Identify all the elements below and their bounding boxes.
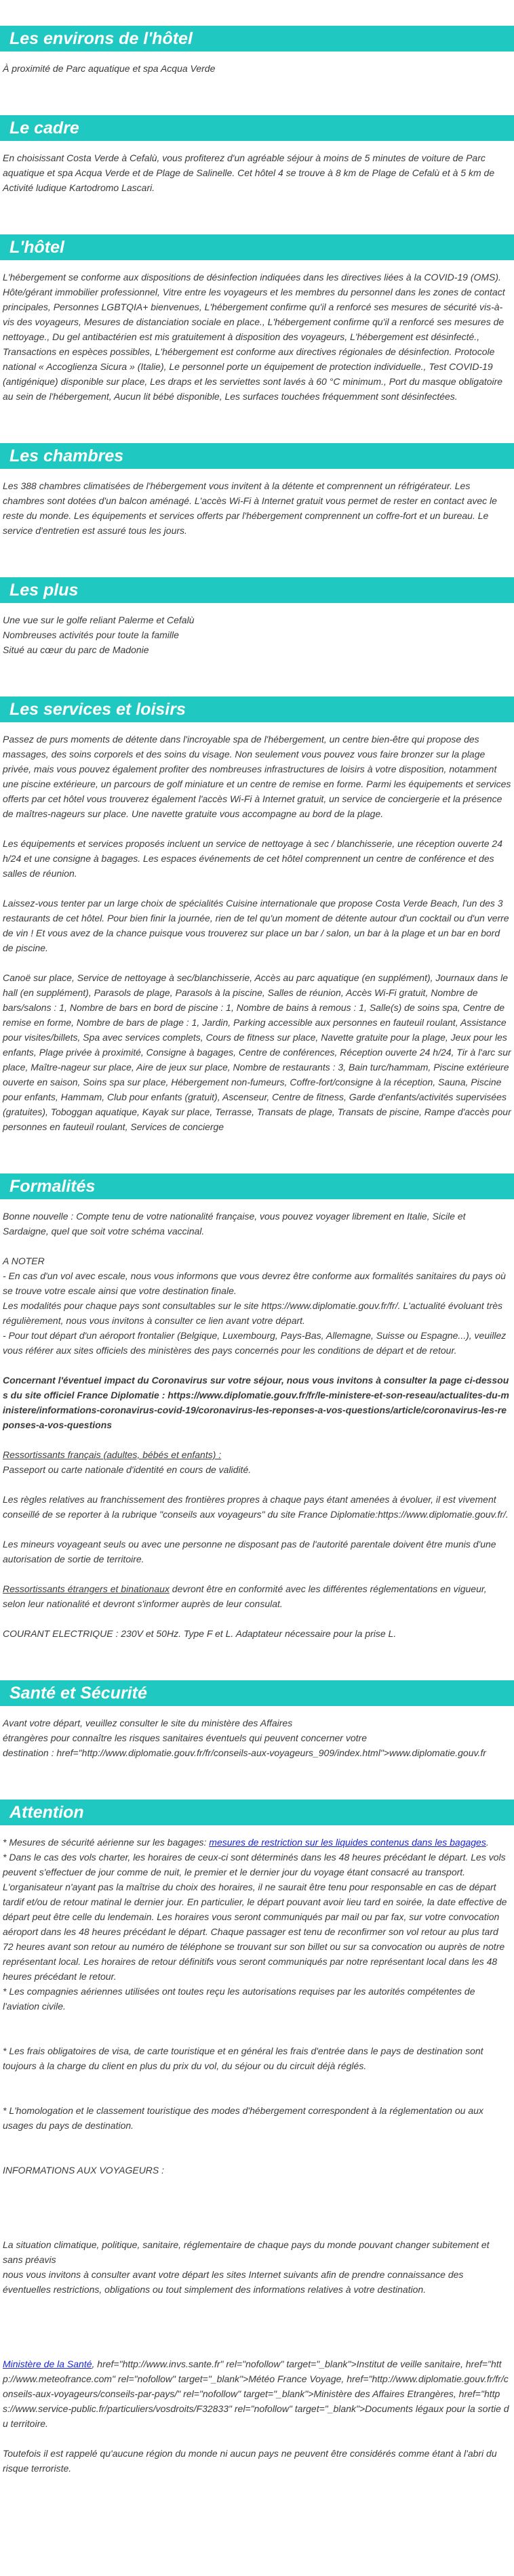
measures-suffix: . bbox=[486, 1837, 489, 1848]
loisirs-paragraph: Laissez-vous tenter par un large choix de spécialités Cuisine internationale que propose Costa Verde Beach, l'un des 3 restaurants de cet hôtel. Pour bien finir la journée, rien de tel qu'un moment de détente autour d'un cocktail ou d'un verre de vin ! Et vous avez de la chance puisque vous trouverez sur place un bar / salon, un bar à la plage et un bar en bord de piscine. bbox=[3, 898, 509, 953]
section-title-chambres: Les chambres bbox=[0, 443, 514, 469]
sante-line: destination : href="http://www.diplomatie.gouv.fr/fr/conseils-aux-voyageurs_909/index.html">www.diplomatie.gouv.fr bbox=[3, 1747, 486, 1758]
note-line: - Pour tout départ d'un aéroport frontalier (Belgique, Luxembourg, Pays-Bas, Allemagne, Suisse ou Espagne...), veuillez vous référer aux sites officiels des ministères des pays concernés pour les conditions de départ et de retour. bbox=[3, 1330, 507, 1356]
section-sante bbox=[0, 1680, 514, 1760]
formalites-coronavirus-notice: Concernant l'éventuel impact du Coronavirus sur votre séjour, nous vous invitons à consulter la page ci-dessous du site officiel France Diplomatie : https://www.diplomatie.gouv.fr/fr/le-ministere-et-son-reseau/actualites-du-ministere/informations-coronavirus-covid-19/coronavirus-les-reponses-a-vos-questions/article/coronavirus-les-reponses-a-vos-questions bbox=[3, 1375, 509, 1430]
formalites-electric: COURANT ELECTRIQUE : 230V et 50Hz. Type F et L. Adaptateur nécessaire pour la prise L. bbox=[3, 1628, 397, 1639]
foreign-heading: Ressortissants étrangers et binationaux bbox=[3, 1583, 170, 1594]
plus-item: Nombreuses activités pour toute la famille bbox=[3, 629, 179, 640]
section-title-plus: Les plus bbox=[0, 577, 514, 603]
hotel-text: L'hébergement se conforme aux dispositions de désinfection indiquées dans les directives liées à la COVID-19 (OMS). Hôte/gérant immobilier professionnel, Vitre entre les voyageurs et les membres du personnel dans les zones de contact principales, Personnes LGBTQIA+ bienvenues, L'hébergement confirme qu'il a renforcé ses mesures de sécurité vis-à-vis des voyageurs, Mesures de distanciation sociale en place., L'hébergement confirme qu'il a renforcé ses mesures de nettoyage., Du gel antibactérien est mis gratuitement à disposition des voyageurs, L'hébergement est désinfecté., Transactions en espèces possibles, L'hébergement est conforme aux directives régionales de désinfection. Protocole national « Accoglienza Sicura » (Italie), Le personnel porte un équipement de protection individuelle., Test COVID-19 (antigénique) disponible sur place, Les draps et les serviettes sont lavés à 60 °C minimum., Port du masque obligatoire au sein de l'hébergement, Aucun lit bébé disponible, Les surfaces touchées fréquemment sont désinfectées. bbox=[3, 272, 505, 402]
attention-homologation: * L'homologation et le classement touristique des modes d'hébergement correspondent à la réglementation ou aux usages du pays de destination. bbox=[3, 2105, 483, 2131]
attention-measures bbox=[3, 1835, 511, 1850]
chambres-text: Les 388 chambres climatisées de l'hébergement vous invitent à la détente et comprennent un réfrigérateur. Les chambres sont dotées d'un balcon aménagé. L'accès Wi-Fi à Internet gratuit vous permet de rester en contact avec le reste du monde. Les équipements et services offerts par l'hébergement comprennent un coffre-fort et un bureau. Le service d'entretien est assuré tous les jours. bbox=[3, 480, 497, 536]
section-loisirs bbox=[0, 697, 514, 1134]
note-line: - En cas d'un vol avec escale, nous vous informons que vous devrez être conforme aux formalités sanitaires du pays où se trouve votre escale ainsi que votre destination finale. bbox=[3, 1270, 506, 1296]
attention-info-heading: INFORMATIONS AUX VOYAGEURS : bbox=[3, 2165, 165, 2176]
section-cadre bbox=[0, 115, 514, 195]
attention-links bbox=[3, 2356, 511, 2431]
attention-situation-2: nous vous invitons à consulter avant votre départ les sites Internet suivants afin de prendre connaissance des éventuelles restrictions, obligations ou tout simplement des informations relatives à votre destination. bbox=[3, 2269, 464, 2295]
formalites-intro: Bonne nouvelle : Compte tenu de votre nationalité française, vous pouvez voyager librement en Italie, Sicile et Sardaigne, quel que soit votre schéma vaccinal. bbox=[3, 1211, 466, 1237]
plus-item: Situé au cœur du parc de Madonie bbox=[3, 644, 149, 655]
section-formalites bbox=[0, 1173, 514, 1641]
ministere-sante-link[interactable]: Ministère de la Santé bbox=[3, 2359, 92, 2369]
attention-situation: La situation climatique, politique, sanitaire, réglementaire de chaque pays du monde pouvant changer subitement et sans préavis bbox=[3, 2239, 490, 2265]
environs-text: À proximité de Parc aquatique et spa Acqua Verde bbox=[3, 63, 216, 74]
note-line: Les modalités pour chaque pays sont consultables sur le site https://www.diplomatie.gouv.fr/fr/. L'actualité évoluant très régulièrement, nous vous invitons à consulter ce lien avant votre départ. bbox=[3, 1300, 503, 1326]
attention-charter: * Dans le cas des vols charter, les horaires de ceux-ci sont déterminés dans les 48 heures précédant le départ. Les vols peuvent s'effectuer de jour comme de nuit, le premier et le dernier jour du voyage étant consacré au transport. L'organisateur n'ayant pas la maîtrise du choix des horaires, il ne saurait être tenu pour responsable en cas de départ tardif et/ou de retour matinal le dernier jour. En particulier, le départ pouvant avoir lieu tard en soirée, la date effective de départ peut être celle du lendemain. Les horaires vous seront communiqués par mail ou par fax, sur votre convocation aéroport dans les 48 heures précédant le départ. Chaque passager est tenu de reconfirmer son vol retour au plus tard 72 heures avant son retour au numéro de téléphone se trouvant sur son billet ou sur sa convocation ou auprès de notre représentant local. Les horaires de retour définitifs vous seront communiqués par notre représentant local dans les 48 heures précédant le retour. bbox=[3, 1852, 507, 1982]
section-chambres bbox=[0, 443, 514, 538]
section-title-sante: Santé et Sécurité bbox=[0, 1680, 514, 1706]
section-title-loisirs: Les services et loisirs bbox=[0, 697, 514, 722]
section-title-hotel: L'hôtel bbox=[0, 234, 514, 260]
section-title-cadre: Le cadre bbox=[0, 115, 514, 141]
section-plus bbox=[0, 577, 514, 657]
section-environs bbox=[0, 26, 514, 76]
formalites-adults bbox=[3, 1447, 511, 1477]
note-line: A NOTER bbox=[3, 1255, 45, 1266]
attention-visa: * Les frais obligatoires de visa, de carte touristique et en général les frais d'entrée dans le pays de destination sont toujours à la charge du client en plus du prix du vol, du séjour ou du circuit déjà réglés. bbox=[3, 2045, 483, 2071]
section-title-formalites: Formalités bbox=[0, 1173, 514, 1199]
section-title-attention: Attention bbox=[0, 1800, 514, 1825]
loisirs-amenities: Canoë sur place, Service de nettoyage à sec/blanchisserie, Accès au parc aquatique (en supplément), Journaux dans le hall (en supplément), Parasols de plage, Parasols à la piscine, Salles de réunion, Accès Wi-Fi gratuit, Nombre de bars/salons : 1, Nombre de bars en bord de piscine : 1, Nombre de bains à remous : 1, Salle(s) de soins spa, Centre de remise en forme, Nombre de bars de plage : 1, Jardin, Parking accessible aux personnes en fauteuil roulant, Assistance pour visites/billets, Spa avec services complets, Cours de fitness sur place, Navette gratuite pour la plage, Jeux pour les enfants, Plage privée à proximité, Consigne à bagages, Centre de conférences, Réception ouverte 24 h/24, Tir à l'arc sur place, Maître-nageur sur place, Aire de jeux sur place, Nombre de restaurants : 3, Bain turc/hammam, Piscine extérieure ouverte en saison, Soins spa sur place, Hébergement non-fumeurs, Coffre-fort/consigne à la réception, Sauna, Piscine pour enfants, Hammam, Club pour enfants (gratuit), Ascenseur, Centre de fitness, Garde d'enfants/activités supervisées (gratuites), Toboggan aquatique, Kayak sur place, Terrasse, Transats de plage, Transats de piscine, Rampe d'accès pour personnes en fauteuil roulant, Services de concierge bbox=[3, 972, 511, 1132]
formalites-minors: Les mineurs voyageant seuls ou avec une personne ne disposant pas de l'autorité parentale doivent être munis d'une autorisation de sortie de territoire. bbox=[3, 1539, 496, 1564]
attention-airlines: * Les compagnies aériennes utilisées ont toutes reçu les autorisations requises par les autorités compétentes de l'aviation civile. bbox=[3, 1986, 475, 2012]
loisirs-paragraph: Les équipements et services proposés incluent un service de nettoyage à sec / blanchisserie, une réception ouverte 24 h/24 et une consigne à bagages. Les espaces événements de cet hôtel comprennent un centre de conférence et des salles de réunion. bbox=[3, 838, 502, 879]
adults-text: Passeport ou carte nationale d'identité en cours de validité. bbox=[3, 1464, 252, 1475]
loisirs-paragraph: Passez de purs moments de détente dans l'incroyable spa de l'hébergement, un centre bien-être qui propose des massages, des soins corporels et des soins du visage. Non seulement vous pouvez vous faire bronzer sur la plage privée, mais vous pouvez également profiter des nombreuses infrastructures de loisirs à votre disposition, notamment une piscine extérieure, un parcours de golf miniature et un centre de remise en forme. Parmi les équipements et services offerts par cet hôtel vous trouverez également l'accès Wi-Fi à Internet gratuit, un service de conciergerie et la présence de maîtres-nageurs sur place. Une navette gratuite vous accompagne au bord de la plage. bbox=[3, 734, 511, 819]
measures-prefix: * Mesures de sécurité aérienne sur les bagages: bbox=[3, 1837, 210, 1848]
sante-line: Avant votre départ, veuillez consulter le site du ministère des Affaires bbox=[3, 1718, 293, 1728]
section-hotel bbox=[0, 234, 514, 404]
plus-item: Une vue sur le golfe reliant Palerme et Cefalù bbox=[3, 615, 195, 625]
formalites-note bbox=[3, 1253, 511, 1358]
section-title-environs: Les environs de l'hôtel bbox=[0, 26, 514, 51]
formalites-border: Les règles relatives au franchissement des frontières propres à chaque pays étant amenées à évoluer, il est vivement conseillé de se reporter à la rubrique "conseils aux voyageurs" du site France Diplomatie:https://www.diplomatie.gouv.fr/. bbox=[3, 1494, 509, 1520]
sante-line: étrangères pour connaître les risques sanitaires éventuels qui peuvent concerner votre bbox=[3, 1732, 367, 1743]
formalites-foreign bbox=[3, 1581, 511, 1611]
attention-terror: Toutefois il est rappelé qu'aucune région du monde ni aucun pays ne peuvent être considérés comme étant à l'abri du risque terroriste. bbox=[3, 2448, 497, 2474]
liquids-restriction-link[interactable]: mesures de restriction sur les liquides contenus dans les bagages bbox=[209, 1837, 486, 1848]
adults-heading: Ressortissants français (adultes, bébés et enfants) : bbox=[3, 1449, 222, 1460]
cadre-text: En choisissant Costa Verde à Cefalù, vous profiterez d'un agréable séjour à moins de 5 minutes de voiture de Parc aquatique et spa Acqua Verde et de Plage de Salinelle. Cet hôtel 4 se trouve à 8 km de Plage de Cefalù et à 5 km de Activité ludique Kartodromo Lascari. bbox=[3, 152, 495, 193]
links-text: , href="http://www.invs.sante.fr" rel="nofollow" target="_blank">Institut de veille sanitaire, href="http://www.meteofrance.com" rel="nofollow" target="_blank">Météo France Voyage, href="http://www.diplomatie.gouv.fr/fr/conseils-aux-voyageurs/conseils-par-pays/" rel="nofollow" target="_blank">Ministère des Affaires Etrangères, href="https://www.service-public.fr/particuliers/vosdroits/F32833" rel="nofollow" target="_blank">Documents légaux pour la sortie du territoire. bbox=[3, 2359, 509, 2429]
foreign-text: devront être en conformité avec les différentes réglementations en vigueur, selon leur nationalité et devront s'informer auprès de leur consulat. bbox=[3, 1583, 487, 1609]
section-attention bbox=[0, 1800, 514, 2476]
